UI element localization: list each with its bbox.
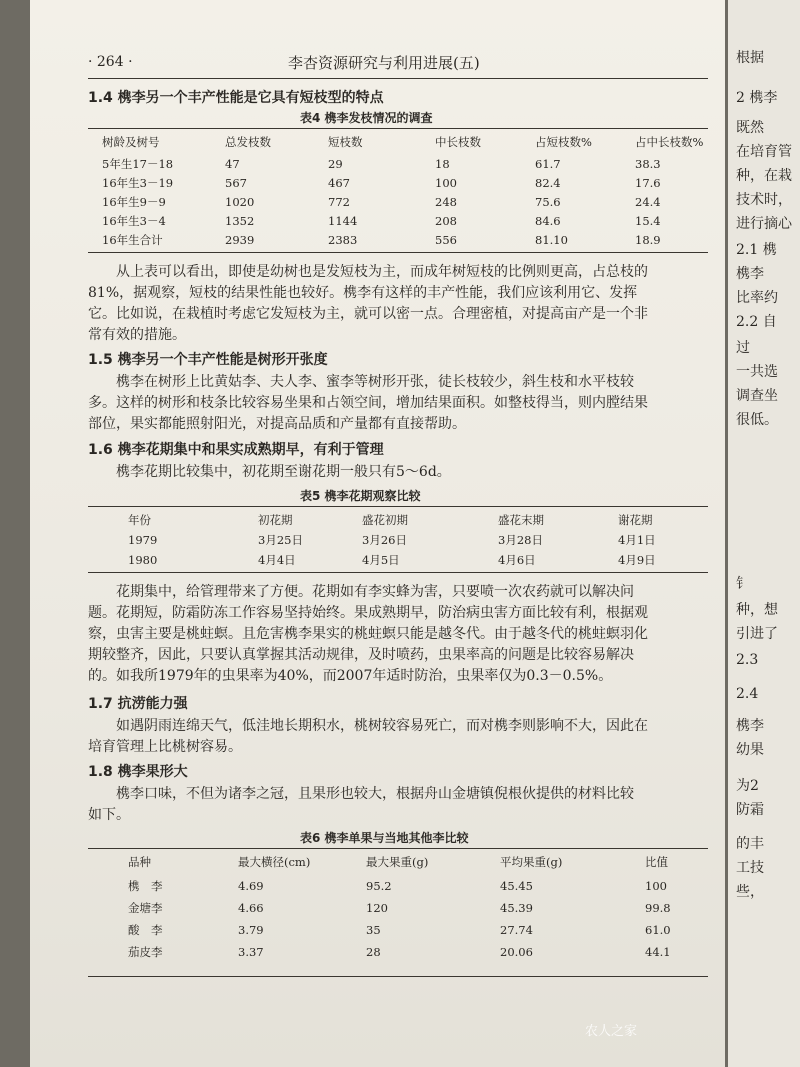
table4-data-cell: 15.4 (635, 214, 661, 228)
p4-line: 的。如我所1979年的虫果率为40%，而2007年适时防治，虫果率仅为0.3－0.5%。 (88, 668, 613, 684)
table6-data-cell: 99.8 (645, 901, 671, 915)
table4-data-cell: 61.7 (535, 157, 561, 171)
table6-data-cell: 35 (366, 923, 381, 937)
right-page-line: 种，想 (736, 602, 778, 618)
table6-data-cell: 茄皮李 (128, 945, 163, 959)
table6-data-cell: 95.2 (366, 879, 392, 893)
table4-data-cell: 47 (225, 157, 240, 171)
table-4-bottom-rule (88, 252, 708, 253)
table4-data-cell: 29 (328, 157, 343, 171)
table4-data-cell: 38.3 (635, 157, 661, 171)
table6-data-cell: 28 (366, 945, 381, 959)
right-page-line: 技术时， (736, 192, 792, 208)
table-5-caption: 表5 槜李花期观察比较 (300, 489, 421, 503)
table5-data-cell: 3月25日 (258, 533, 303, 547)
right-page-line: 工技 (736, 860, 764, 876)
table5-header-cell: 谢花期 (618, 513, 653, 527)
right-page-line: 既然 (736, 120, 764, 136)
right-page-line: 槜李 (736, 266, 764, 282)
table4-data-cell: 75.6 (535, 195, 561, 209)
table-4-top-rule (88, 128, 708, 129)
table5-data-cell: 3月26日 (362, 533, 407, 547)
table4-header-cell: 总发枝数 (225, 135, 271, 149)
right-page-line: 根据 (736, 50, 764, 66)
right-page-line: 2.2 自 (736, 314, 777, 330)
table5-data-cell: 4月6日 (498, 553, 536, 567)
table6-header-cell: 品种 (128, 855, 151, 869)
table4-data-cell: 17.6 (635, 176, 661, 190)
table-5-top-rule (88, 506, 708, 507)
p2-line: 槜李在树形上比黄姑李、夫人李、蜜李等树形开张，徒长枝较少，斜生枝和水平枝较 (116, 374, 634, 390)
table-5-bottom-rule (88, 572, 708, 573)
right-page-line: 2 槜李 (736, 90, 778, 106)
table4-data-cell: 248 (435, 195, 457, 209)
table6-data-cell: 61.0 (645, 923, 671, 937)
table6-data-cell: 4.69 (238, 879, 264, 893)
right-page-line: 些， (736, 884, 764, 900)
p1-line: 从上表可以看出，即使是幼树也是发短枝为主，而成年树短枝的比例则更高，占总枝的 (116, 264, 648, 280)
table6-data-cell: 44.1 (645, 945, 671, 959)
table4-data-cell: 2383 (328, 233, 358, 247)
table5-data-cell: 1979 (128, 533, 158, 547)
table4-data-cell: 100 (435, 176, 457, 190)
table6-data-cell: 100 (645, 879, 667, 893)
table4-data-cell: 82.4 (535, 176, 561, 190)
table4-data-cell: 2939 (225, 233, 255, 247)
table6-data-cell: 3.79 (238, 923, 264, 937)
table6-data-cell: 20.06 (500, 945, 533, 959)
section-1-7-heading: 1.7 抗涝能力强 (88, 696, 188, 712)
paragraph-6 (88, 784, 634, 826)
p5-line: 如遇阴雨连绵天气，低洼地长期积水，桃树较容易死亡，而对槜李则影响不大，因此在 (116, 718, 648, 734)
table4-data-cell: 81.10 (535, 233, 568, 247)
table6-data-cell: 45.45 (500, 879, 533, 893)
right-page-line: 的丰 (736, 836, 764, 852)
table-6-bottom-rule (88, 976, 708, 977)
table6-header-cell: 最大横径(cm) (238, 855, 311, 869)
p6-line: 槜李口味，不但为诸李之冠，且果形也较大，根据舟山金塘镇倪根伙提供的材料比较 (116, 786, 634, 802)
right-page-line: 调查坐 (736, 388, 778, 404)
left-page (30, 0, 725, 1067)
right-page-edge (728, 0, 800, 1067)
p1-line: 81%，据观察，短枝的结果性能也较好。槜李有这样的丰产性能，我们应该利用它、发挥 (88, 285, 638, 301)
table4-header-cell: 树龄及树号 (102, 135, 160, 149)
table4-data-cell: 16年生3－19 (102, 176, 174, 190)
table4-header-cell: 占中长枝数% (635, 135, 704, 149)
table5-header-cell: 盛花末期 (498, 513, 544, 527)
p5-line: 培育管理上比桃树容易。 (88, 739, 242, 755)
table4-data-cell: 1144 (328, 214, 358, 228)
right-page-line: 进行摘心 (736, 216, 792, 232)
table4-data-cell: 556 (435, 233, 457, 247)
right-page-line: 2.3 (736, 652, 759, 668)
right-page-line: 防霜 (736, 802, 764, 818)
table4-data-cell: 18.9 (635, 233, 661, 247)
p6-line: 如下。 (88, 807, 130, 823)
section-1-6-heading: 1.6 槜李花期集中和果实成熟期早，有利于管理 (88, 442, 384, 458)
table5-header-cell: 初花期 (258, 513, 293, 527)
right-page-line: 在培育管 (736, 144, 792, 160)
table6-data-cell: 槜 李 (128, 879, 163, 893)
table5-header-cell: 年份 (128, 513, 151, 527)
right-page-line: 2.4 (736, 686, 759, 702)
table4-data-cell: 208 (435, 214, 457, 228)
running-title: 李杏资源研究与利用进展(五) (288, 54, 480, 72)
table4-data-cell: 16年生9－9 (102, 195, 166, 209)
table6-data-cell: 酸 李 (128, 923, 163, 937)
table6-data-cell: 4.66 (238, 901, 264, 915)
right-page-line: 为2 (736, 778, 759, 794)
table4-data-cell: 467 (328, 176, 350, 190)
table-6-top-rule (88, 848, 708, 849)
table6-data-cell: 120 (366, 901, 388, 915)
paragraph-2 (88, 372, 648, 435)
table5-header-cell: 盛花初期 (362, 513, 408, 527)
table4-data-cell: 16年生合计 (102, 233, 163, 247)
table6-header-cell: 最大果重(g) (366, 855, 429, 869)
right-page-line: 种，在栽 (736, 168, 792, 184)
p4-line: 期较整齐，因此，只要认真掌握其活动规律，及时喷药，虫果率高的问题是比较容易解决 (88, 647, 634, 663)
right-page-line: 槜李 (736, 718, 764, 734)
right-page-line: 很低。 (736, 412, 778, 428)
section-1-4-heading: 1.4 槜李另一个丰产性能是它具有短枝型的特点 (88, 90, 384, 106)
header-rule (88, 78, 708, 79)
table6-header-cell: 比值 (645, 855, 668, 869)
paragraph-5 (88, 716, 648, 758)
right-page-line: 2.1 槜 (736, 242, 777, 258)
table6-data-cell: 27.74 (500, 923, 533, 937)
p2-line: 部位，果实都能照射阳光，对提高品质和产量都有直接帮助。 (88, 416, 466, 432)
table5-data-cell: 4月9日 (618, 553, 656, 567)
table5-data-cell: 3月28日 (498, 533, 543, 547)
table4-header-cell: 中长枝数 (435, 135, 481, 149)
section-1-5-heading: 1.5 槜李另一个丰产性能是树形开张度 (88, 352, 328, 368)
right-page-line: 钅 (736, 576, 750, 592)
table4-data-cell: 1352 (225, 214, 255, 228)
right-page-line: 一共选 (736, 364, 778, 380)
table4-data-cell: 18 (435, 157, 450, 171)
table5-data-cell: 4月1日 (618, 533, 656, 547)
table4-data-cell: 84.6 (535, 214, 561, 228)
page-header (88, 52, 708, 76)
right-page-line: 幼果 (736, 742, 764, 758)
table6-data-cell: 3.37 (238, 945, 264, 959)
table4-data-cell: 772 (328, 195, 350, 209)
table5-data-cell: 4月4日 (258, 553, 296, 567)
table-4-caption: 表4 槜李发枝情况的调查 (300, 111, 433, 125)
table4-data-cell: 5年生17－18 (102, 157, 174, 171)
right-page-line: 比率约 (736, 290, 778, 306)
table6-data-cell: 45.39 (500, 901, 533, 915)
table4-header-cell: 占短枝数% (535, 135, 592, 149)
watermark: 农人之家 (584, 1024, 637, 1039)
table5-data-cell: 1980 (128, 553, 158, 567)
p2-line: 多。这样的树形和枝条比较容易坐果和占领空间，增加结果面积。如整枝得当，则内膛结果 (88, 395, 648, 411)
section-1-8-heading: 1.8 槜李果形大 (88, 764, 188, 780)
table4-data-cell: 1020 (225, 195, 255, 209)
table6-data-cell: 金塘李 (128, 901, 163, 915)
p1-line: 它。比如说，在栽植时考虑它发短枝为主，就可以密一点。合理密植，对提高亩产是一个非 (88, 306, 648, 322)
page-number: · 264 · (88, 54, 133, 70)
p1-line: 常有效的措施。 (88, 327, 186, 343)
p4-line: 花期集中，给管理带来了方便。花期如有李实蜂为害，只要喷一次农药就可以解决问 (116, 584, 634, 600)
table4-header-cell: 短枝数 (328, 135, 363, 149)
table4-data-cell: 567 (225, 176, 247, 190)
paragraph-4 (88, 582, 648, 687)
p4-line: 题。花期短，防霜防冻工作容易坚持始终。果成熟期早，防治病虫害方面比较有利，根据观 (88, 605, 648, 621)
table4-data-cell: 24.4 (635, 195, 661, 209)
table5-data-cell: 4月5日 (362, 553, 400, 567)
table6-header-cell: 平均果重(g) (500, 855, 563, 869)
paragraph-1 (88, 262, 648, 346)
right-page-line: 引进了 (736, 626, 778, 642)
table4-data-cell: 16年生3－4 (102, 214, 166, 228)
p4-line: 察，虫害主要是桃蛀螟。且危害槜李果实的桃蛀螟只能是越冬代。由于越冬代的桃蛀螟羽化 (88, 626, 648, 642)
right-page-line: 过 (736, 340, 750, 356)
table-6-caption: 表6 槜李单果与当地其他李比较 (300, 831, 469, 845)
paragraph-3: 槜李花期比较集中，初花期至谢花期一般只有5～6d。 (116, 464, 451, 480)
